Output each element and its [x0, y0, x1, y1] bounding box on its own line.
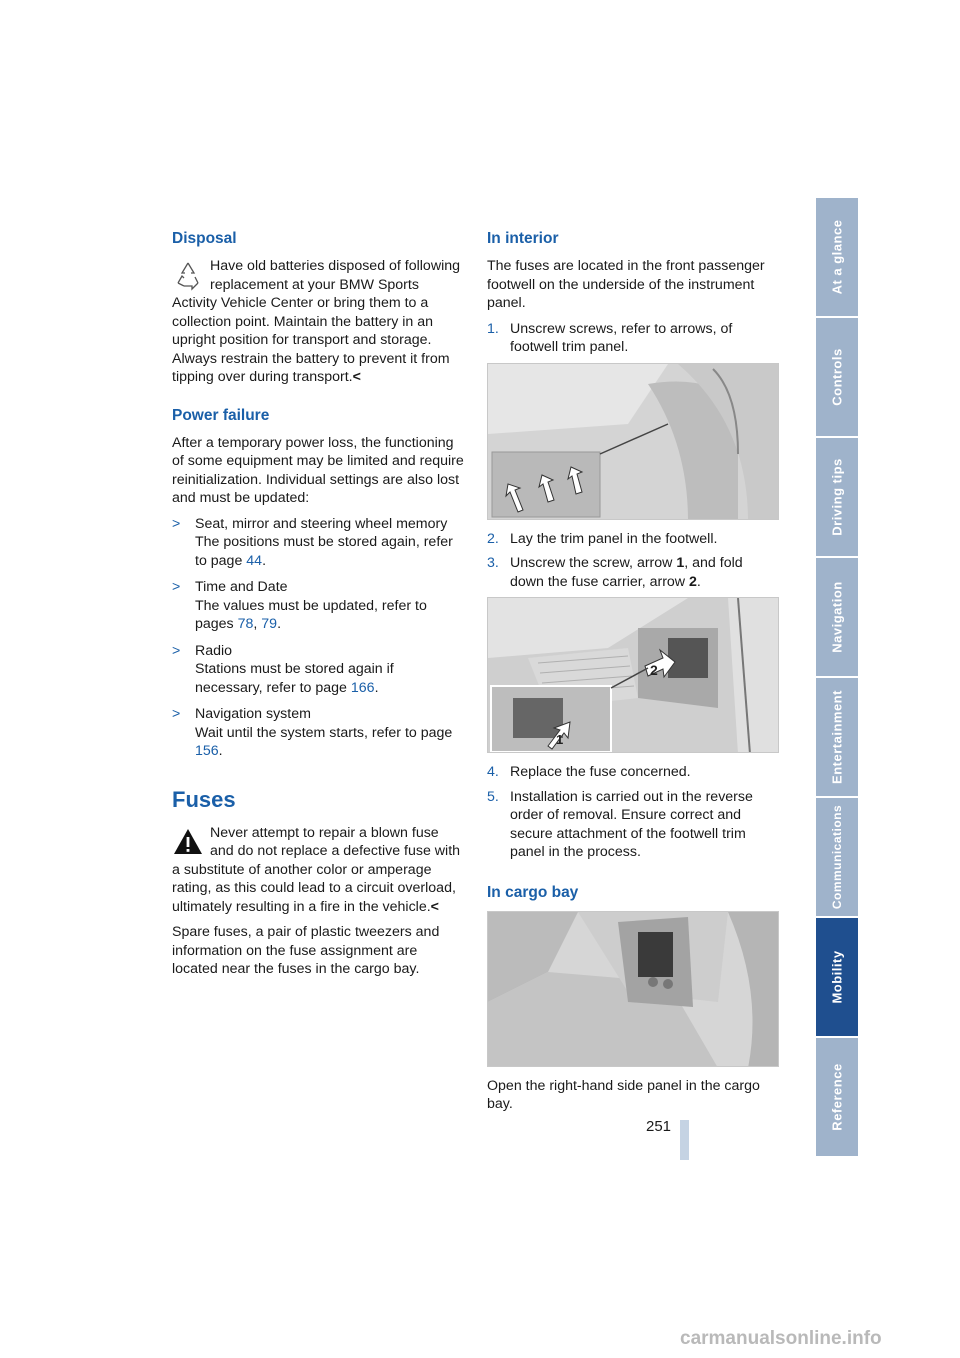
step-text: Installation is carried out in the reverse order of removal. Ensure correct and secure attachment of the footwell trim panel in the process.: [510, 788, 753, 860]
warning-icon: [172, 826, 204, 860]
power-failure-intro: After a temporary power loss, the functioning of some equipment may be limited and require reinitialization. Individual settings are also lost and must be updated:: [172, 434, 464, 506]
list-item: [487, 554, 779, 591]
sidebar-item-at-a-glance[interactable]: [816, 198, 858, 318]
list-item-title: Time and Date: [195, 579, 288, 595]
page-link[interactable]: 78: [237, 616, 254, 632]
cargo-bay-photo: [487, 911, 779, 1067]
steps-list-a: [487, 320, 779, 357]
page-number: 251: [646, 1118, 672, 1135]
list-item: [487, 788, 779, 862]
power-failure-list: [172, 515, 464, 761]
step-text: Replace the fuse concerned.: [510, 764, 691, 780]
disposal-heading: Disposal: [172, 230, 237, 247]
cargo-heading: In cargo bay: [487, 883, 579, 901]
list-item: [487, 320, 779, 357]
step-text: Lay the trim panel in the footwell.: [510, 530, 718, 547]
page-tab-bar: [680, 1120, 689, 1160]
fuses-warning-paragraph: [172, 824, 464, 917]
step-number: 2.: [487, 530, 499, 547]
step-text: Unscrew the screw, arrow 1, and fold down the fuse carrier, arrow 2.: [510, 555, 743, 590]
sidebar-item-label: Controls: [829, 348, 845, 406]
steps-list-b: [487, 530, 779, 592]
sidebar-item-label: Navigation: [829, 581, 845, 653]
section-sidebar: [816, 198, 858, 1158]
interior-heading: In interior: [487, 230, 559, 247]
bullet-marker: >: [172, 642, 181, 659]
step-number: 4.: [487, 764, 499, 780]
disposal-paragraph: [172, 257, 464, 387]
cargo-text: Open the right-hand side panel in the cargo bay.: [487, 1077, 760, 1112]
list-item-title: Radio: [195, 642, 233, 659]
step-text: Unscrew screws, refer to arrows, of footwell trim panel.: [510, 320, 733, 355]
sidebar-item-communications[interactable]: [816, 798, 858, 918]
disposal-text: Have old batteries disposed of following replacement at your BMW Sports Activity Vehicle Center or bring them to a collection point. Maintain the battery in an upright position for transport and storage. Always restrain the battery to prevent it from tipping over during transport.: [172, 258, 461, 385]
interior-text: The fuses are located in the front passenger footwell on the underside of the instrument panel.: [487, 258, 765, 311]
sidebar-item-label: Reference: [829, 1063, 845, 1131]
list-item: [172, 705, 464, 761]
page-link[interactable]: 79: [261, 616, 278, 632]
fuses-warning-text: Never attempt to repair a blown fuse and do not replace a defective fuse with a substitute of another color or amperage rating, as this could lead to a circuit overload, ultimately resulting in a fire in the vehicle.: [172, 824, 461, 915]
list-item: [172, 642, 464, 698]
list-item-title: Navigation system: [195, 706, 311, 722]
photo-label-2: 2: [650, 662, 658, 678]
sidebar-item-entertainment[interactable]: [816, 678, 858, 798]
list-item: [172, 578, 464, 634]
sidebar-item-label: Mobility: [829, 950, 845, 1004]
steps-list-c: [487, 763, 779, 862]
photo-label-1: 1: [556, 732, 564, 747]
fuse-carrier-photo: [487, 597, 779, 753]
right-column: [487, 228, 779, 1121]
list-item-title: Seat, mirror and steering wheel memory: [195, 515, 448, 532]
list-item-text: Wait until the system starts, refer to page 156.: [195, 724, 453, 759]
footwell-photo: [487, 363, 779, 520]
watermark: carmanualsonline.info: [680, 1328, 882, 1349]
list-item-text: Stations must be stored again if necessary, refer to page 166.: [195, 661, 394, 696]
bullet-marker: >: [172, 706, 181, 722]
page-link[interactable]: 156: [195, 743, 219, 759]
sidebar-item-label: Communications: [830, 804, 844, 910]
list-item: [487, 530, 779, 549]
list-item: [487, 763, 779, 782]
step-number: 5.: [487, 788, 499, 805]
bullet-marker: >: [172, 515, 181, 532]
sidebar-item-label: Driving tips: [829, 458, 845, 536]
end-mark: <: [352, 369, 361, 385]
step-number: 3.: [487, 555, 499, 571]
list-item: [172, 515, 464, 571]
step-number: 1.: [487, 320, 499, 337]
sidebar-item-reference[interactable]: [816, 1038, 858, 1158]
sidebar-item-label: Entertainment: [829, 690, 845, 784]
sidebar-item-controls[interactable]: [816, 318, 858, 438]
bullet-marker: >: [172, 579, 181, 595]
page-link[interactable]: 44: [246, 552, 263, 569]
fuses-spare-text: Spare fuses, a pair of plastic tweezers and information on the fuse assignment are located near the fuses in the cargo bay.: [172, 924, 440, 977]
left-column: [172, 228, 464, 986]
page-link[interactable]: 166: [350, 679, 375, 696]
end-mark: <: [430, 898, 439, 915]
sidebar-item-navigation[interactable]: [816, 558, 858, 678]
list-item-text: The positions must be stored again, refer to page 44.: [195, 534, 453, 569]
recycle-icon: [172, 259, 204, 293]
sidebar-item-mobility[interactable]: [816, 918, 858, 1038]
sidebar-item-driving-tips[interactable]: [816, 438, 858, 558]
fuses-heading: Fuses: [172, 786, 236, 812]
power-failure-heading: Power failure: [172, 406, 270, 424]
sidebar-item-label: At a glance: [829, 219, 845, 295]
list-item-text: The values must be updated, refer to pages 78, 79.: [195, 597, 427, 632]
